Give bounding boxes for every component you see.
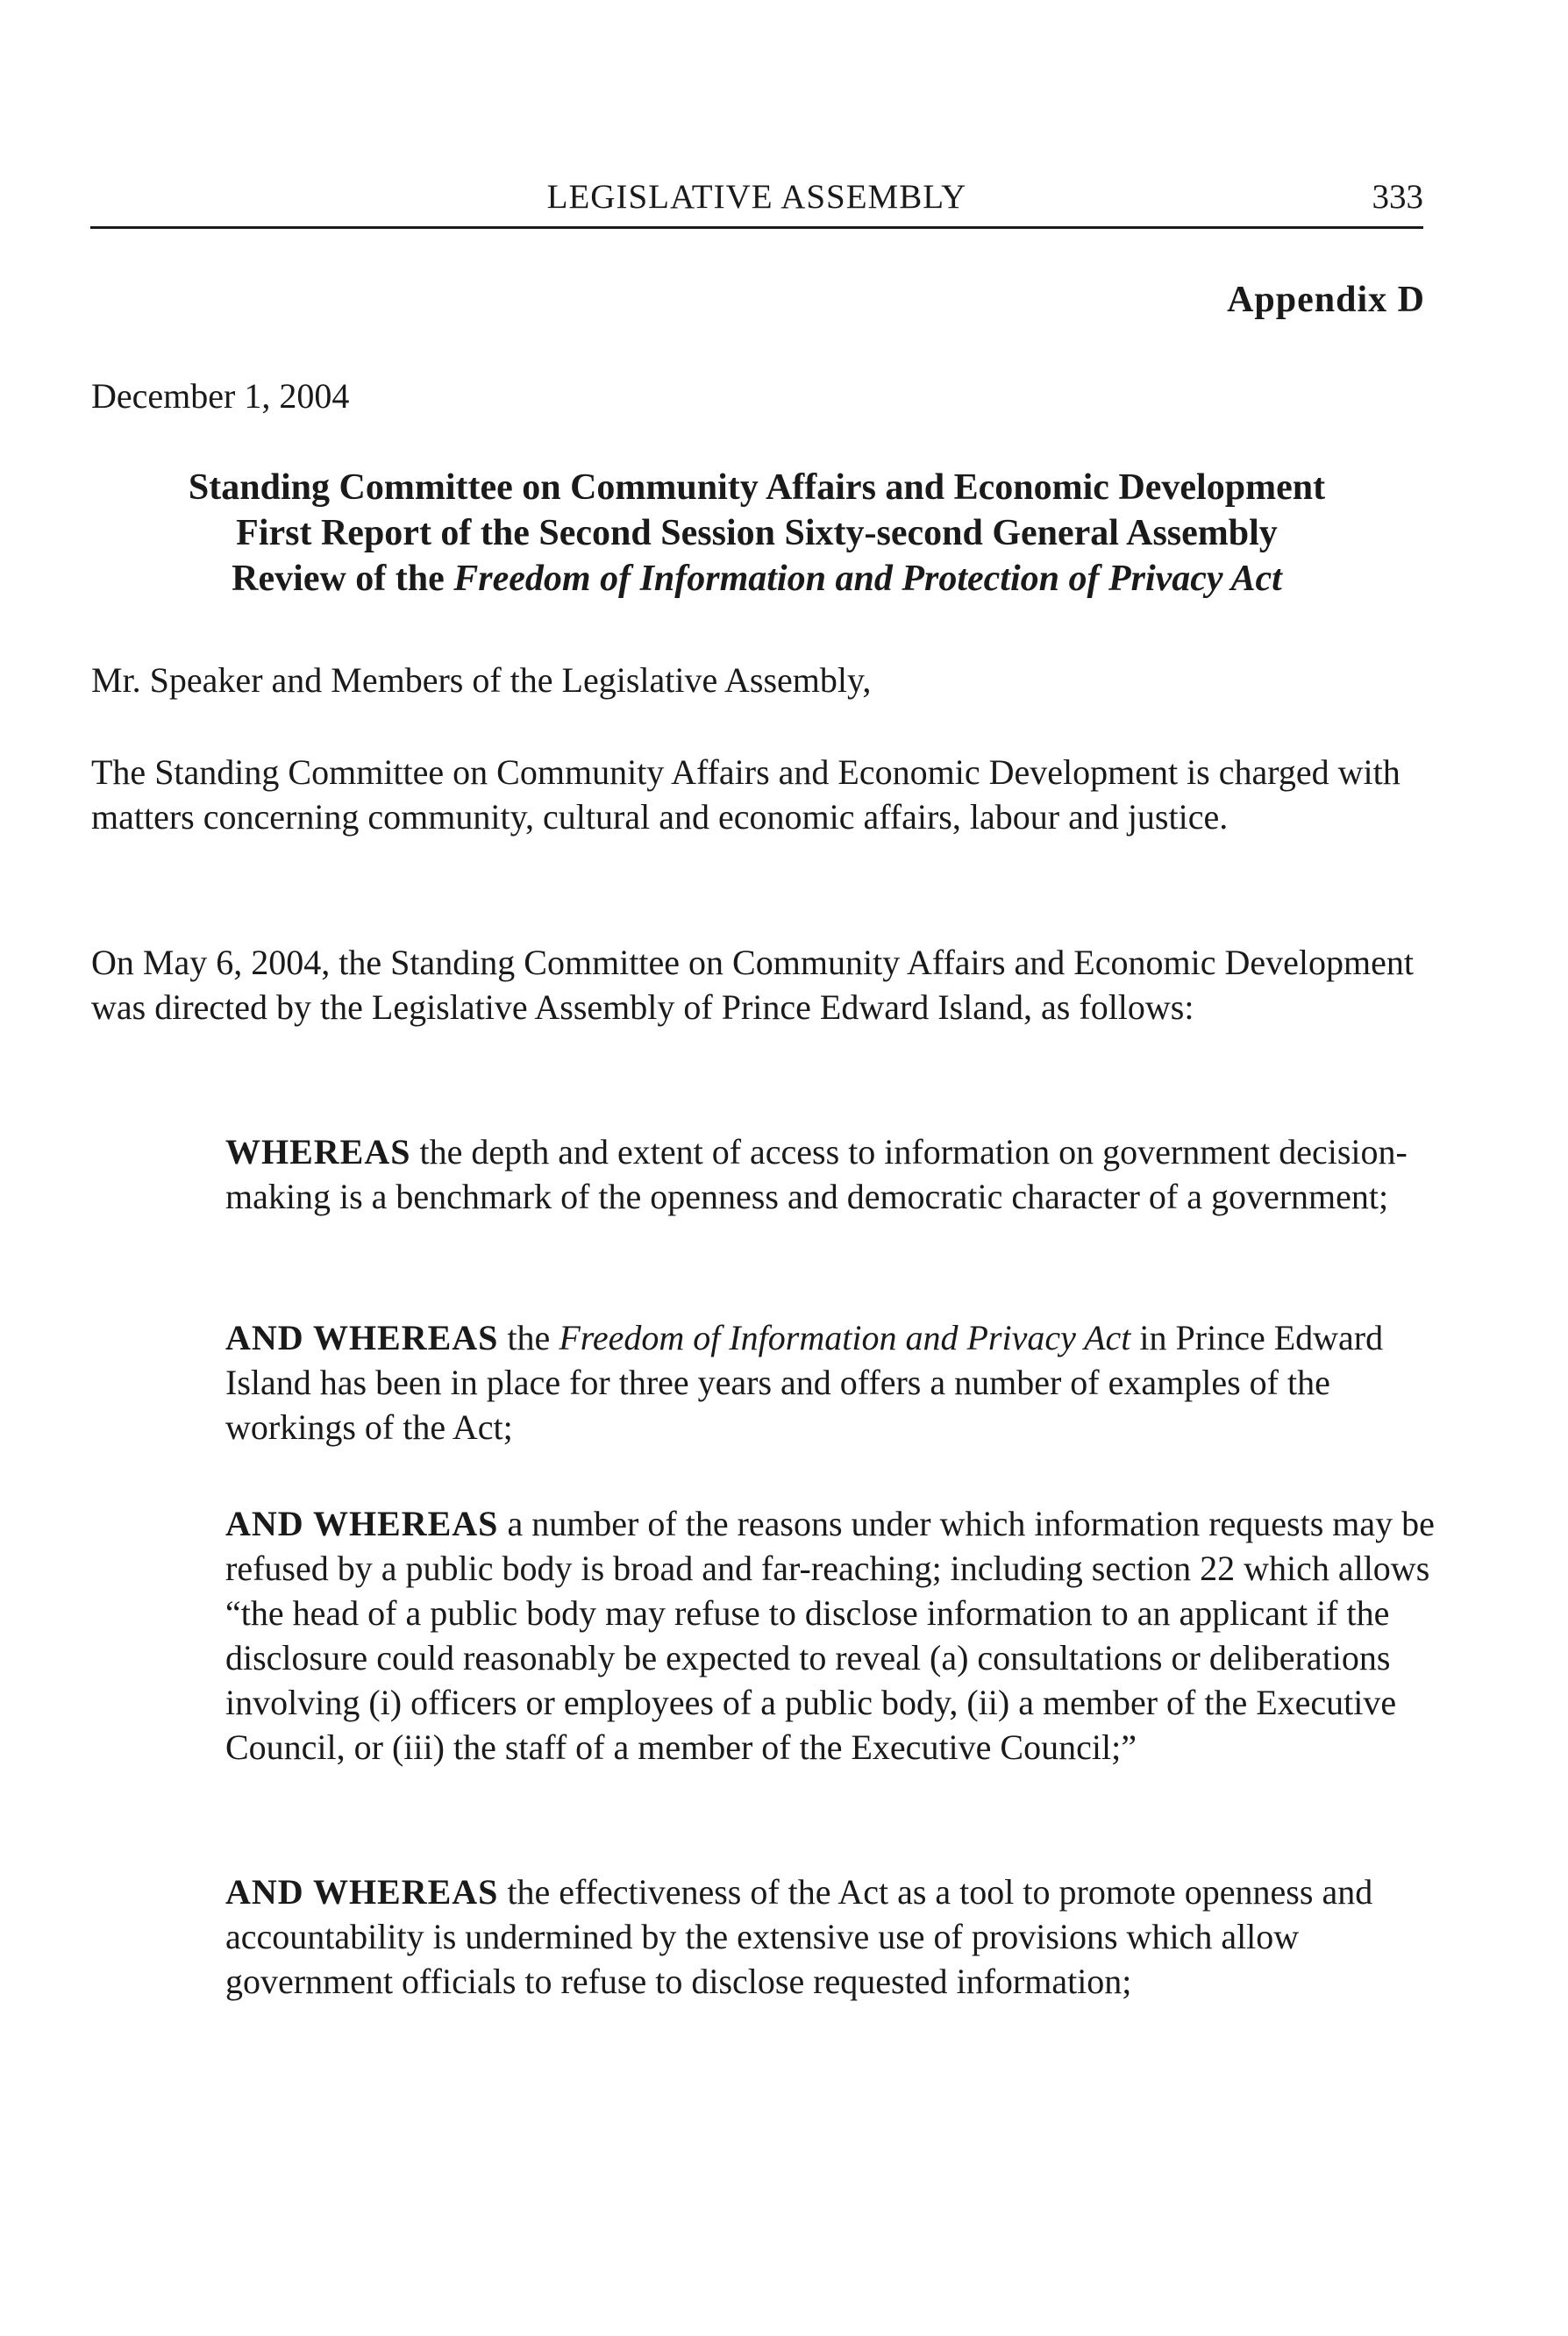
whereas-clause	[225, 1870, 1462, 2004]
page-number: 333	[1372, 178, 1423, 216]
report-title	[90, 465, 1423, 602]
whereas-keyword: AND WHEREAS	[225, 1872, 499, 1912]
act-name-italic: Freedom of Information and Protection of Privacy Act	[453, 559, 1282, 599]
whereas-clause	[225, 1315, 1462, 1449]
paragraph-directive: On May 6, 2004, the Standing Committee on Community Affairs and Economic Development was directed by the Legislative Assembly of Prince Edward Island, as follows:	[91, 943, 1414, 1027]
whereas-text: the effectiveness of the Act as a tool to promote openness and accountability is undermined by the extensive use of provisions which allow government officials to refuse to disclose requested information;	[225, 1872, 1373, 2001]
document-date: December 1, 2004	[91, 376, 350, 416]
act-name-italic: Freedom of Information and Privacy Act	[559, 1318, 1131, 1357]
whereas-text: the	[498, 1318, 559, 1357]
whereas-clause	[225, 1501, 1462, 1770]
report-title-line-3	[90, 556, 1423, 602]
whereas-keyword: AND WHEREAS	[225, 1318, 499, 1357]
report-title-line-2: First Report of the Second Session Sixty-second General Assembly	[236, 513, 1278, 553]
appendix-label: Appendix D	[1227, 280, 1425, 320]
whereas-keyword: WHEREAS	[225, 1132, 411, 1172]
whereas-keyword: AND WHEREAS	[225, 1504, 499, 1543]
whereas-clause	[225, 1129, 1462, 1219]
header-title: LEGISLATIVE ASSEMBLY	[546, 178, 967, 216]
whereas-text: the depth and extent of access to information on government decision-making is a benchmark of the openness and democratic character of a government;	[225, 1132, 1408, 1216]
paragraph-committee-mandate: The Standing Committee on Community Affairs and Economic Development is charged with matters concerning community, cultural and economic affairs, labour and justice.	[91, 752, 1401, 837]
whereas-text: a number of the reasons under which information requests may be refused by a public body is broad and far-reaching; including section 22 which allows “the head of a public body may refuse to disclose information to an applicant if the disclosure could reasonably be expected to reveal (a) consultations or deliberations involving (i) officers or employees of a public body, (ii) a member of the Executive Council, or (iii) the staff of a member of the Executive Council;”	[225, 1504, 1435, 1767]
whereas-text: in Prince Edward Island has been in place for three years and offers a number of examples of the workings of the Act;	[225, 1318, 1384, 1447]
running-header	[90, 172, 1423, 229]
report-title-line-3-prefix: Review of the	[232, 559, 454, 599]
report-title-line-1: Standing Committee on Community Affairs and Economic Development	[188, 467, 1326, 508]
salutation: Mr. Speaker and Members of the Legislative Assembly,	[91, 660, 872, 700]
